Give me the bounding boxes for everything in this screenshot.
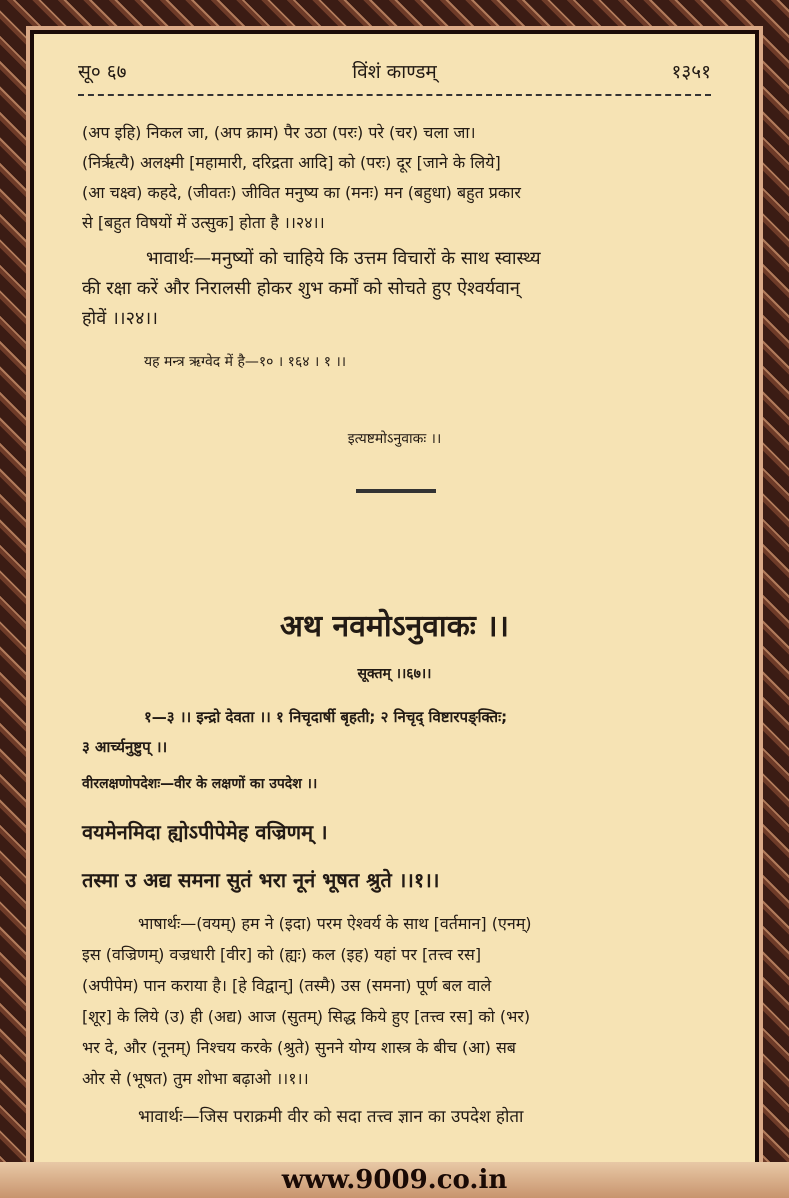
sukta-title: सूक्तम् ।।६७।। <box>357 666 432 682</box>
text-line: १—३ ।। इन्द्रो देवता ।। १ निचृदार्षी बृहती; २ निचृद् विष्टारपङ्क्तिः; <box>144 708 508 726</box>
text-line: इस (वज्रिणम्) वज्रधारी [वीर] को (ह्यः) कल (इह) यहां पर [तत्त्व रस] <box>82 945 482 964</box>
book-page <box>34 34 755 1162</box>
text-line: ३ आर्च्यनुष्टुप् ।। <box>82 738 168 756</box>
bhavarth-24 <box>82 244 711 334</box>
header-page-number: १३५१ <box>671 61 711 83</box>
bhavarth-1: भावार्थः—जिस पराक्रमी वीर को सदा तत्त्व ज्ञान का उपदेश होता <box>138 1107 524 1127</box>
text-line: (अपीपेम) पान कराया है। [हे विद्वान्] (तस्मै) उस (समना) पूर्ण बल वाले <box>82 976 492 995</box>
header-sukta-number: सू० ६७ <box>78 61 127 83</box>
header-kanda-title: विंशं काण्डम् <box>352 61 437 83</box>
upadesh-heading: वीरलक्षणोपदेशः—वीर के लक्षणों का उपदेश ।। <box>82 776 318 792</box>
mantra-1 <box>82 808 711 904</box>
text-line: की रक्षा करें और निरालसी होकर शुभ कर्मों को सोचते हुए ऐश्वर्यवान् <box>82 278 520 299</box>
mantra-line: वयमेनमिदा ह्योऽपीपेमेह वज्रिणम् । <box>82 820 328 844</box>
text-line: [शूर] के लिये (उ) ही (अद्य) आज (सुतम्) सिद्ध किये हुए [तत्त्व रस] को (भर) <box>82 1007 531 1026</box>
anuvak-end-marker: इत्यष्टमोऽनुवाकः ।। <box>347 431 442 447</box>
text-line: (आ चक्ष्व) कहदे, (जीवतः) जीवित मनुष्य का (मनः) मन (बहुधा) बहुत प्रकार <box>82 183 521 202</box>
text-line: (निर्ऋत्यै) अलक्ष्मी [महामारी, दरिद्रता आदि] को (परः) दूर [जाने के लिये] <box>82 153 501 172</box>
text-line: होवें ।।२४।। <box>82 308 158 329</box>
section-divider <box>356 489 436 493</box>
paragraph-24 <box>82 118 711 238</box>
bhashya-1 <box>82 908 711 1094</box>
text-line: भर दे, और (नूनम्) निश्चय करके (श्रुते) सुनने योग्य शास्त्र के बीच (आ) सब <box>82 1038 516 1057</box>
devata-chhanda <box>82 702 711 762</box>
anuvak-title: अथ नवमोऽनुवाकः ।। <box>280 609 509 644</box>
text-line: (अप इहि) निकल जा, (अप क्राम) पैर उठा (परः) परे (चर) चला जा। <box>82 123 476 142</box>
text-line: से [बहुत विषयों में उत्सुक] होता है ।।२४।। <box>82 213 325 232</box>
text-line: भाषार्थः—(वयम्) हम ने (इदा) परम ऐश्वर्य के साथ [वर्तमान] (एनम्) <box>138 914 532 933</box>
header-rule <box>78 94 711 96</box>
website-footer[interactable]: www.9009.co.in <box>0 1162 789 1198</box>
text-line: ओर से (भूषत) तुम शोभा बढ़ाओ ।।१।। <box>82 1069 309 1088</box>
text-line: भावार्थः—मनुष्यों को चाहिये कि उत्तम विचारों के साथ स्वास्थ्य <box>146 248 541 269</box>
rigveda-reference: यह मन्त्र ऋग्वेद में है—१० । १६४ । १ ।। <box>144 354 347 370</box>
mantra-line: तस्मा उ अद्य समना सुतं भरा नूनं भूषत श्रुते ।।१।। <box>82 868 440 892</box>
page-header <box>78 58 711 88</box>
